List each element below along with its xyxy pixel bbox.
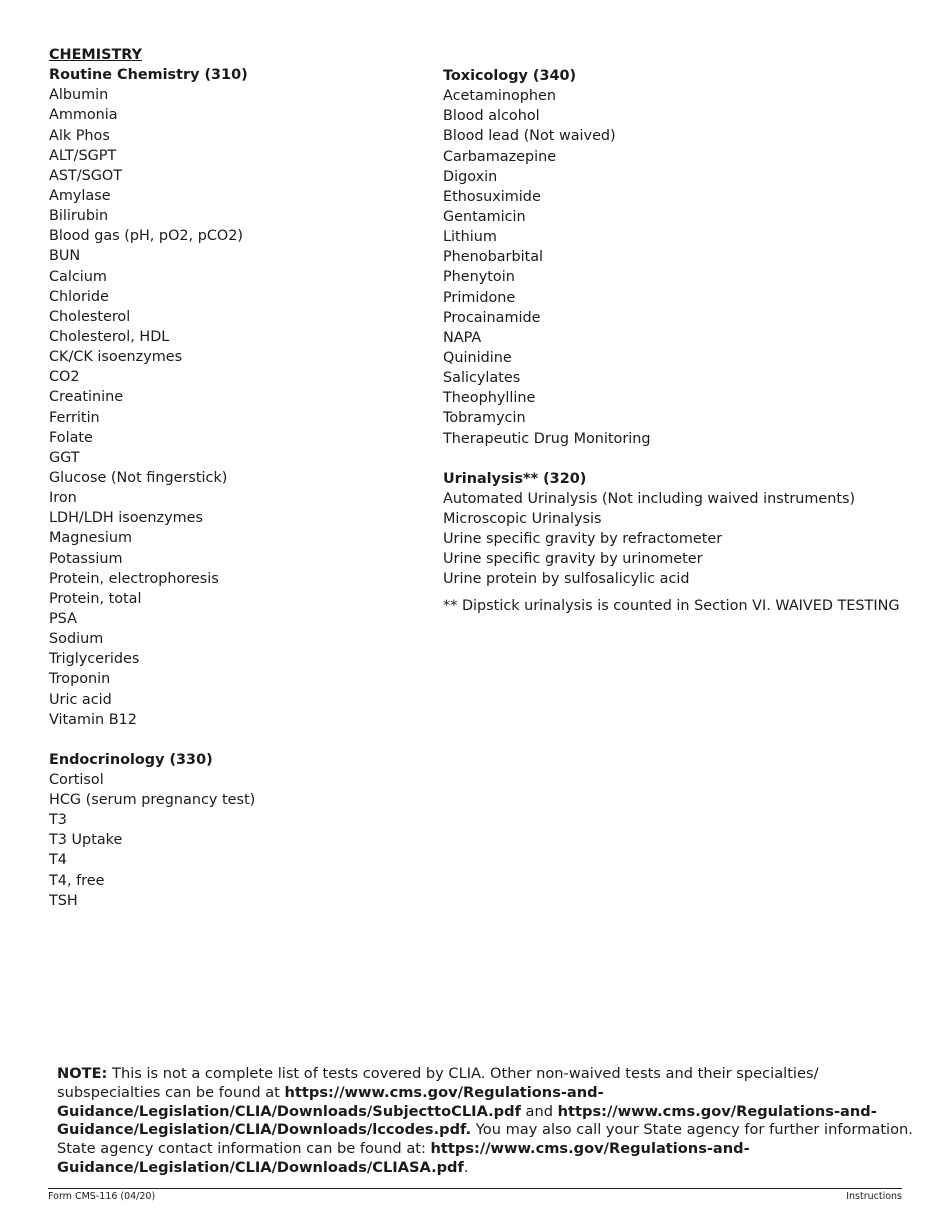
note-text-1: This is not a complete list of tests covered by CLIA. Other non-waived tests and their specialties/ subspecialties can be found at (57, 1065, 819, 1101)
urinalysis-test: Urine specific gravity by urinometer (443, 551, 703, 568)
routine-chemistry-test: Cholesterol, HDL (49, 328, 170, 345)
lccodes-link[interactable]: https://www.cms.gov/Regulations-and-Guidance/Legislation/CLIA/Downloads/lccodes.pdf. (57, 1102, 877, 1139)
note-text-3: You may also call your State agency for further information. State agency contact information can be found at: (57, 1121, 913, 1158)
urinalysis-footnote: ** Dipstick urinalysis is counted in Section VI. WAIVED TESTING (443, 597, 900, 614)
endocrinology-list (49, 770, 409, 911)
routine-chemistry-test: Potassium (49, 550, 123, 567)
routine-chemistry-test: Creatinine (49, 389, 124, 406)
routine-chemistry-test: Chloride (49, 288, 109, 305)
routine-chemistry-heading: Routine Chemistry (310) (49, 67, 248, 84)
toxicology-test: Blood alcohol (443, 108, 540, 125)
urinalysis-heading: Urinalysis** (320) (443, 470, 587, 487)
toxicology-test: Procainamide (443, 309, 541, 326)
routine-chemistry-test: Blood gas (pH, pO2, pCO2) (49, 228, 243, 245)
toxicology-test: NAPA (443, 329, 482, 346)
endocrinology-test: T3 Uptake (49, 832, 123, 849)
routine-chemistry-test: LDH/LDH isoenzymes (49, 510, 203, 527)
toxicology-test: Gentamicin (443, 208, 526, 225)
routine-chemistry-test: Iron (49, 490, 77, 507)
routine-chemistry-test: GGT (49, 449, 80, 466)
note-paragraph (57, 1065, 917, 1178)
endocrinology-test: T4 (49, 852, 67, 869)
routine-chemistry-test: Vitamin B12 (49, 711, 137, 728)
note-text-4: . (463, 1158, 469, 1176)
routine-chemistry-test: Cholesterol (49, 308, 131, 325)
routine-chemistry-test: Ferritin (49, 409, 100, 426)
routine-chemistry-test: Protein, total (49, 590, 142, 607)
note-label: NOTE: (57, 1065, 108, 1082)
toxicology-test: Blood lead (Not waived) (443, 128, 616, 145)
endocrinology-test: TSH (49, 892, 78, 909)
toxicology-test: Therapeutic Drug Monitoring (443, 430, 651, 447)
urinalysis-test: Automated Urinalysis (Not including waived instruments) (443, 490, 856, 507)
routine-chemistry-test: CK/CK isoenzymes (49, 349, 183, 366)
routine-chemistry-test: Ammonia (49, 107, 118, 124)
toxicology-heading: Toxicology (340) (443, 68, 577, 84)
section-title: CHEMISTRY (49, 47, 143, 63)
toxicology-test: Lithium (443, 229, 497, 246)
routine-chemistry-test: Folate (49, 429, 93, 446)
toxicology-test: Acetaminophen (443, 88, 556, 105)
toxicology-list (443, 86, 923, 449)
left-column (49, 45, 409, 911)
footer-divider (48, 1188, 902, 1189)
urinalysis-test: Urine specific gravity by refractometer (443, 531, 723, 548)
cliasa-link[interactable]: https://www.cms.gov/Regulations-and-Guidance/Legislation/CLIA/Downloads/CLIASA.pdf (57, 1140, 750, 1176)
endocrinology-test: T3 (49, 812, 67, 829)
routine-chemistry-test: Calcium (49, 268, 107, 285)
routine-chemistry-test: ALT/SGPT (49, 147, 117, 164)
routine-chemistry-test: Alk Phos (49, 127, 110, 144)
routine-chemistry-test: Troponin (49, 671, 111, 688)
toxicology-test: Ethosuximide (443, 188, 541, 205)
routine-chemistry-list (49, 85, 409, 730)
endocrinology-test: T4, free (49, 872, 105, 889)
note-text-2: and (520, 1102, 558, 1120)
routine-chemistry-test: BUN (49, 248, 81, 265)
toxicology-test: Phenytoin (443, 269, 515, 286)
routine-chemistry-test: PSA (49, 610, 77, 627)
endocrinology-heading: Endocrinology (330) (49, 751, 213, 768)
toxicology-test: Digoxin (443, 168, 498, 185)
routine-chemistry-test: Magnesium (49, 530, 132, 547)
urinalysis-test: Microscopic Urinalysis (443, 510, 602, 527)
subject-to-clia-link[interactable]: https://www.cms.gov/Regulations-and-Guidance/Legislation/CLIA/Downloads/SubjecttoCLIA.pdf (57, 1083, 604, 1120)
toxicology-test: Theophylline (443, 390, 536, 407)
footer-section-label: Instructions (846, 1191, 902, 1202)
toxicology-test: Salicylates (443, 370, 521, 387)
routine-chemistry-test: Albumin (49, 87, 109, 104)
routine-chemistry-test: Bilirubin (49, 208, 109, 225)
routine-chemistry-test: Triglycerides (49, 651, 140, 668)
toxicology-test: Primidone (443, 289, 516, 306)
routine-chemistry-test: Glucose (Not fingerstick) (49, 469, 228, 486)
routine-chemistry-test: Uric acid (49, 691, 112, 708)
endocrinology-test: HCG (serum pregnancy test) (49, 792, 256, 809)
toxicology-test: Quinidine (443, 349, 512, 366)
routine-chemistry-test: Protein, electrophoresis (49, 570, 219, 587)
toxicology-test: Phenobarbital (443, 249, 544, 266)
form-number: Form CMS-116 (04/20) (48, 1191, 156, 1202)
toxicology-test: Tobramycin (443, 410, 526, 427)
routine-chemistry-test: Sodium (49, 631, 104, 648)
routine-chemistry-test: Amylase (49, 187, 111, 204)
urinalysis-test: Urine protein by sulfosalicylic acid (443, 571, 690, 588)
endocrinology-test: Cortisol (49, 771, 104, 788)
urinalysis-list (443, 489, 923, 590)
routine-chemistry-test: AST/SGOT (49, 167, 123, 184)
toxicology-test: Carbamazepine (443, 148, 557, 165)
right-column (443, 66, 923, 616)
routine-chemistry-test: CO2 (49, 369, 80, 386)
